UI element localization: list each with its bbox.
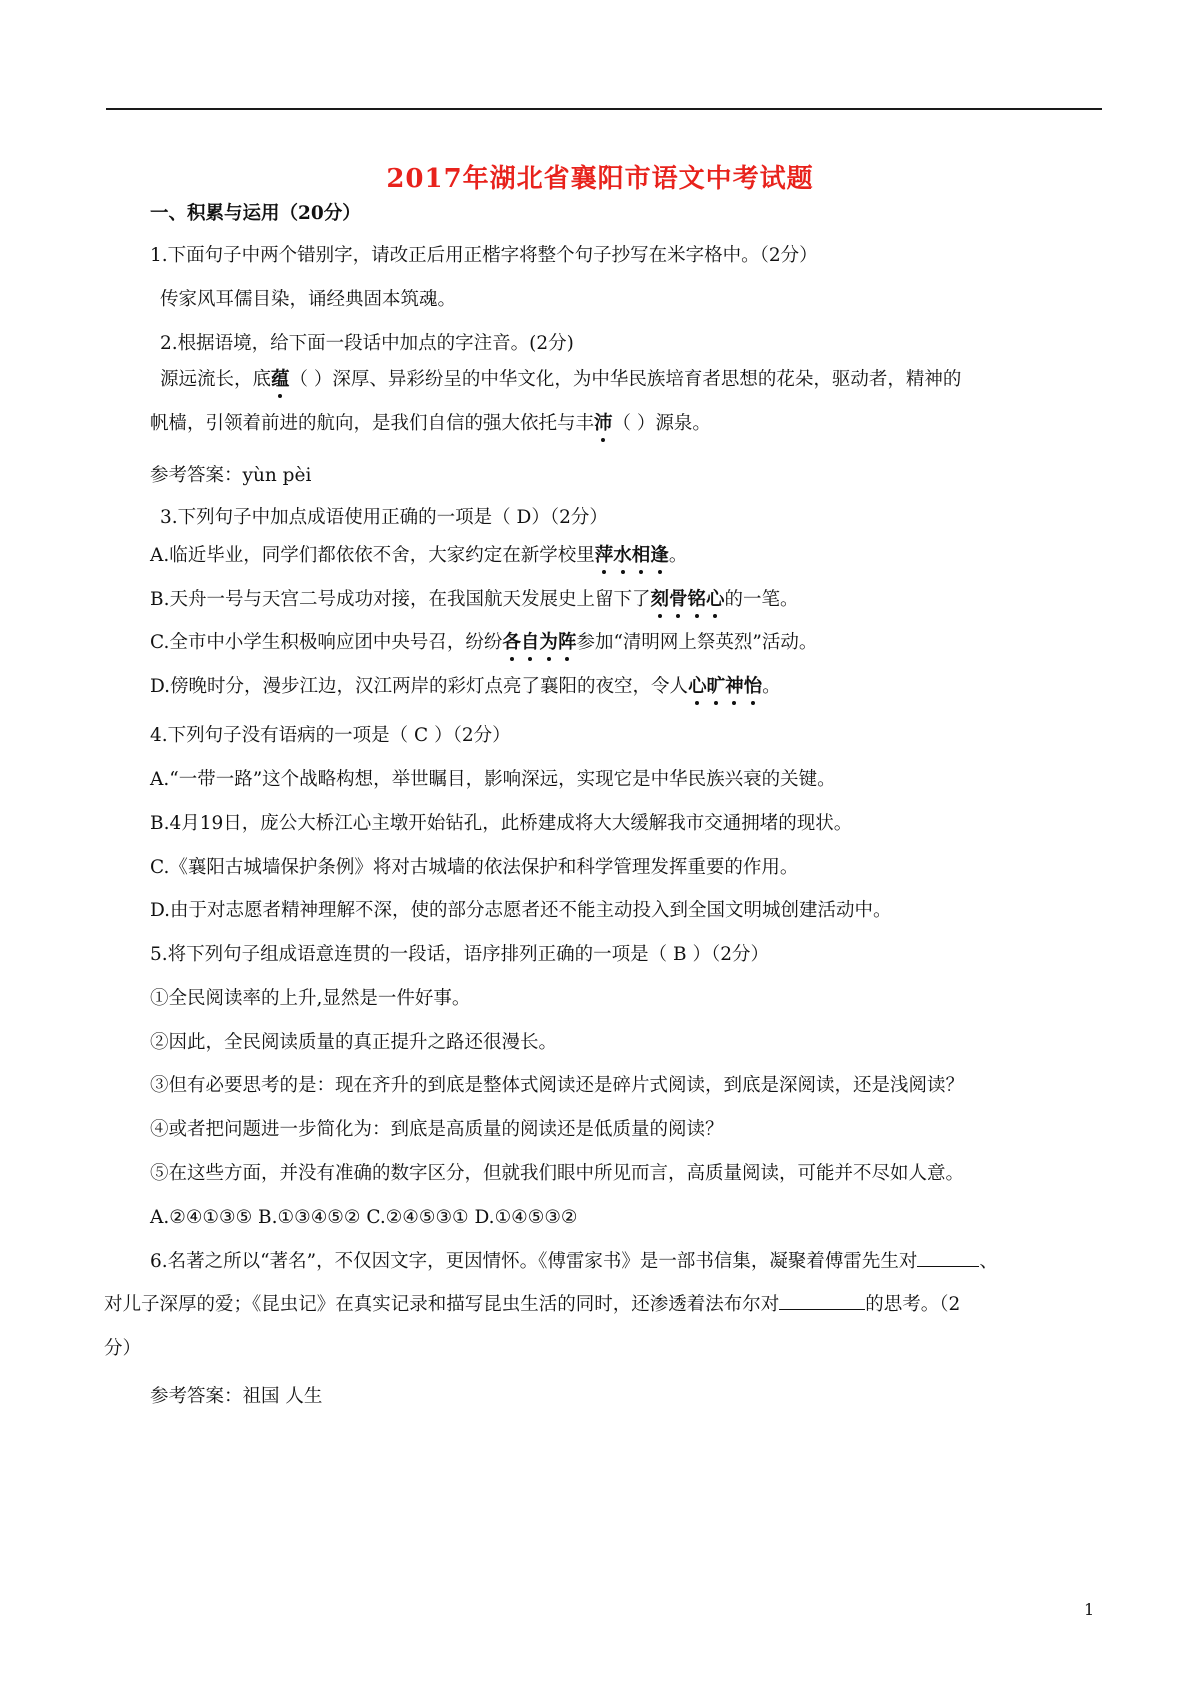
q5-stem: 5.将下列句子组成语意连贯的一段话，语序排列正确的一项是（ B ）（2分） — [150, 944, 770, 965]
q3-text: 参加“清明网上祭英烈”活动。 — [576, 632, 818, 653]
q5-options: A.②④①③⑤ B.①③④⑤② C.②④⑤③① D.①④⑤③② — [150, 1207, 578, 1228]
q6-line2 — [104, 1291, 1050, 1319]
dotted-char: 铭 — [688, 586, 707, 614]
q3-text: 。 — [668, 545, 688, 566]
q3-idiom-a — [595, 545, 669, 566]
q3-option-d — [150, 673, 1096, 701]
q2-dotted-char: 蕴 — [271, 366, 290, 394]
q5-sentence-2: ②因此，全民阅读质量的真正提升之路还很漫长。 — [150, 1032, 558, 1053]
q2-text: （ ）深厚、异彩纷呈的中华文化，为中华民族培育者思想的花朵，驱动者，精神的 — [289, 369, 962, 390]
q6-answer: 参考答案：祖国 人生 — [150, 1386, 323, 1407]
q6-line3: 分） — [104, 1338, 142, 1359]
dotted-char: 逢 — [650, 542, 669, 570]
q4-stem: 4.下列句子没有语病的一项是（ C ）（2分） — [150, 725, 511, 746]
dotted-char: 自 — [521, 629, 540, 657]
q6-text: 6.名著之所以“著名”，不仅因文字，更因情怀。《傅雷家书》是一部书信集，凝聚着傅雷先生对 — [150, 1251, 918, 1272]
dotted-char: 为 — [539, 629, 558, 657]
q3-idiom-c — [502, 632, 576, 653]
q5-sentence-5: ⑤在这些方面，并没有准确的数字区分，但就我们眼中所见而言，高质量阅读，可能并不尽如人意。 — [150, 1163, 965, 1184]
header-rule — [106, 108, 1102, 110]
q3-text: A.临近毕业，同学们都依依不舍，大家约定在新学校里 — [150, 545, 595, 566]
q6-text: 、 — [979, 1251, 998, 1272]
q3-text: 。 — [762, 676, 781, 697]
q1-stem: 1.下面句子中两个错别字，请改正后用正楷字将整个句子抄写在米字格中。（2分） — [150, 245, 818, 266]
q2-text: 源远流长，底 — [160, 369, 272, 390]
q2-stem: 2.根据语境，给下面一段话中加点的字注音。(2分) — [160, 333, 574, 354]
q3-option-b — [150, 586, 1096, 614]
q5-sentence-3: ③但有必要思考的是：现在齐升的到底是整体式阅读还是碎片式阅读，到底是深阅读，还是浅阅读？ — [150, 1075, 965, 1096]
q2-answer: 参考答案：yùn pèi — [150, 465, 312, 486]
q3-idiom-b — [650, 589, 724, 610]
dotted-char: 阵 — [558, 629, 577, 657]
q3-text: 的一笔。 — [724, 589, 799, 610]
q2-text: （ ）源泉。 — [612, 413, 711, 434]
q4-option-d: D.由于对志愿者精神理解不深，使的部分志愿者还不能主动投入到全国文明城创建活动中。 — [150, 900, 892, 921]
dotted-char: 各 — [502, 629, 521, 657]
q6-line1 — [150, 1248, 1096, 1276]
q1-sentence: 传家风耳儒目染，诵经典固本筑魂。 — [160, 289, 457, 310]
q4-option-a: A.“一带一路”这个战略构想，举世瞩目，影响深远，实现它是中华民族兴衰的关键。 — [150, 769, 836, 790]
q3-option-a — [150, 542, 1096, 570]
q4-option-c: C.《襄阳古城墙保护条例》将对古城墙的依法保护和科学管理发挥重要的作用。 — [150, 857, 799, 878]
q6-blank-2 — [779, 1291, 865, 1310]
q3-text: B.天舟一号与天宫二号成功对接，在我国航天发展史上留下了 — [150, 589, 651, 610]
dotted-char: 怡 — [744, 673, 763, 701]
section-heading: 一、积累与运用（20分） — [150, 203, 361, 224]
q3-idiom-d — [688, 676, 762, 697]
dotted-char: 旷 — [707, 673, 726, 701]
q2-passage-line2 — [150, 410, 1096, 438]
q2-passage-line1 — [160, 366, 1106, 394]
dotted-char: 心 — [688, 673, 707, 701]
dotted-char: 萍 — [595, 542, 614, 570]
dotted-char: 水 — [613, 542, 632, 570]
q3-text: D.傍晚时分，漫步江边，汉江两岸的彩灯点亮了襄阳的夜空，令人 — [150, 676, 689, 697]
dotted-char: 神 — [725, 673, 744, 701]
q6-blank-1 — [917, 1248, 979, 1267]
dotted-char: 心 — [706, 586, 725, 614]
q4-option-b: B.4月19日，庞公大桥江心主墩开始钻孔，此桥建成将大大缓解我市交通拥堵的现状。 — [150, 813, 853, 834]
dotted-char: 骨 — [669, 586, 688, 614]
q5-sentence-4: ④或者把问题进一步简化为：到底是高质量的阅读还是低质量的阅读？ — [150, 1119, 724, 1140]
q3-stem: 3.下列句子中加点成语使用正确的一项是（ D）（2分） — [160, 507, 608, 528]
page-title: 2017年湖北省襄阳市语文中考试题 — [386, 164, 814, 194]
q3-text: C.全市中小学生积极响应团中央号召，纷纷 — [150, 632, 503, 653]
q2-dotted-char: 沛 — [594, 410, 613, 438]
q5-sentence-1: ①全民阅读率的上升,显然是一件好事。 — [150, 988, 471, 1009]
dotted-char: 相 — [632, 542, 651, 570]
q6-text: 对儿子深厚的爱；《昆虫记》在真实记录和描写昆虫生活的同时，还渗透着法布尔对 — [104, 1294, 780, 1315]
dotted-char: 刻 — [650, 586, 669, 614]
q6-text: 的思考。（2 — [865, 1294, 961, 1315]
q3-option-c — [150, 629, 1096, 657]
q2-text: 帆樯，引领着前进的航向，是我们自信的强大依托与丰 — [150, 413, 595, 434]
page-number: 1 — [1084, 1600, 1095, 1619]
